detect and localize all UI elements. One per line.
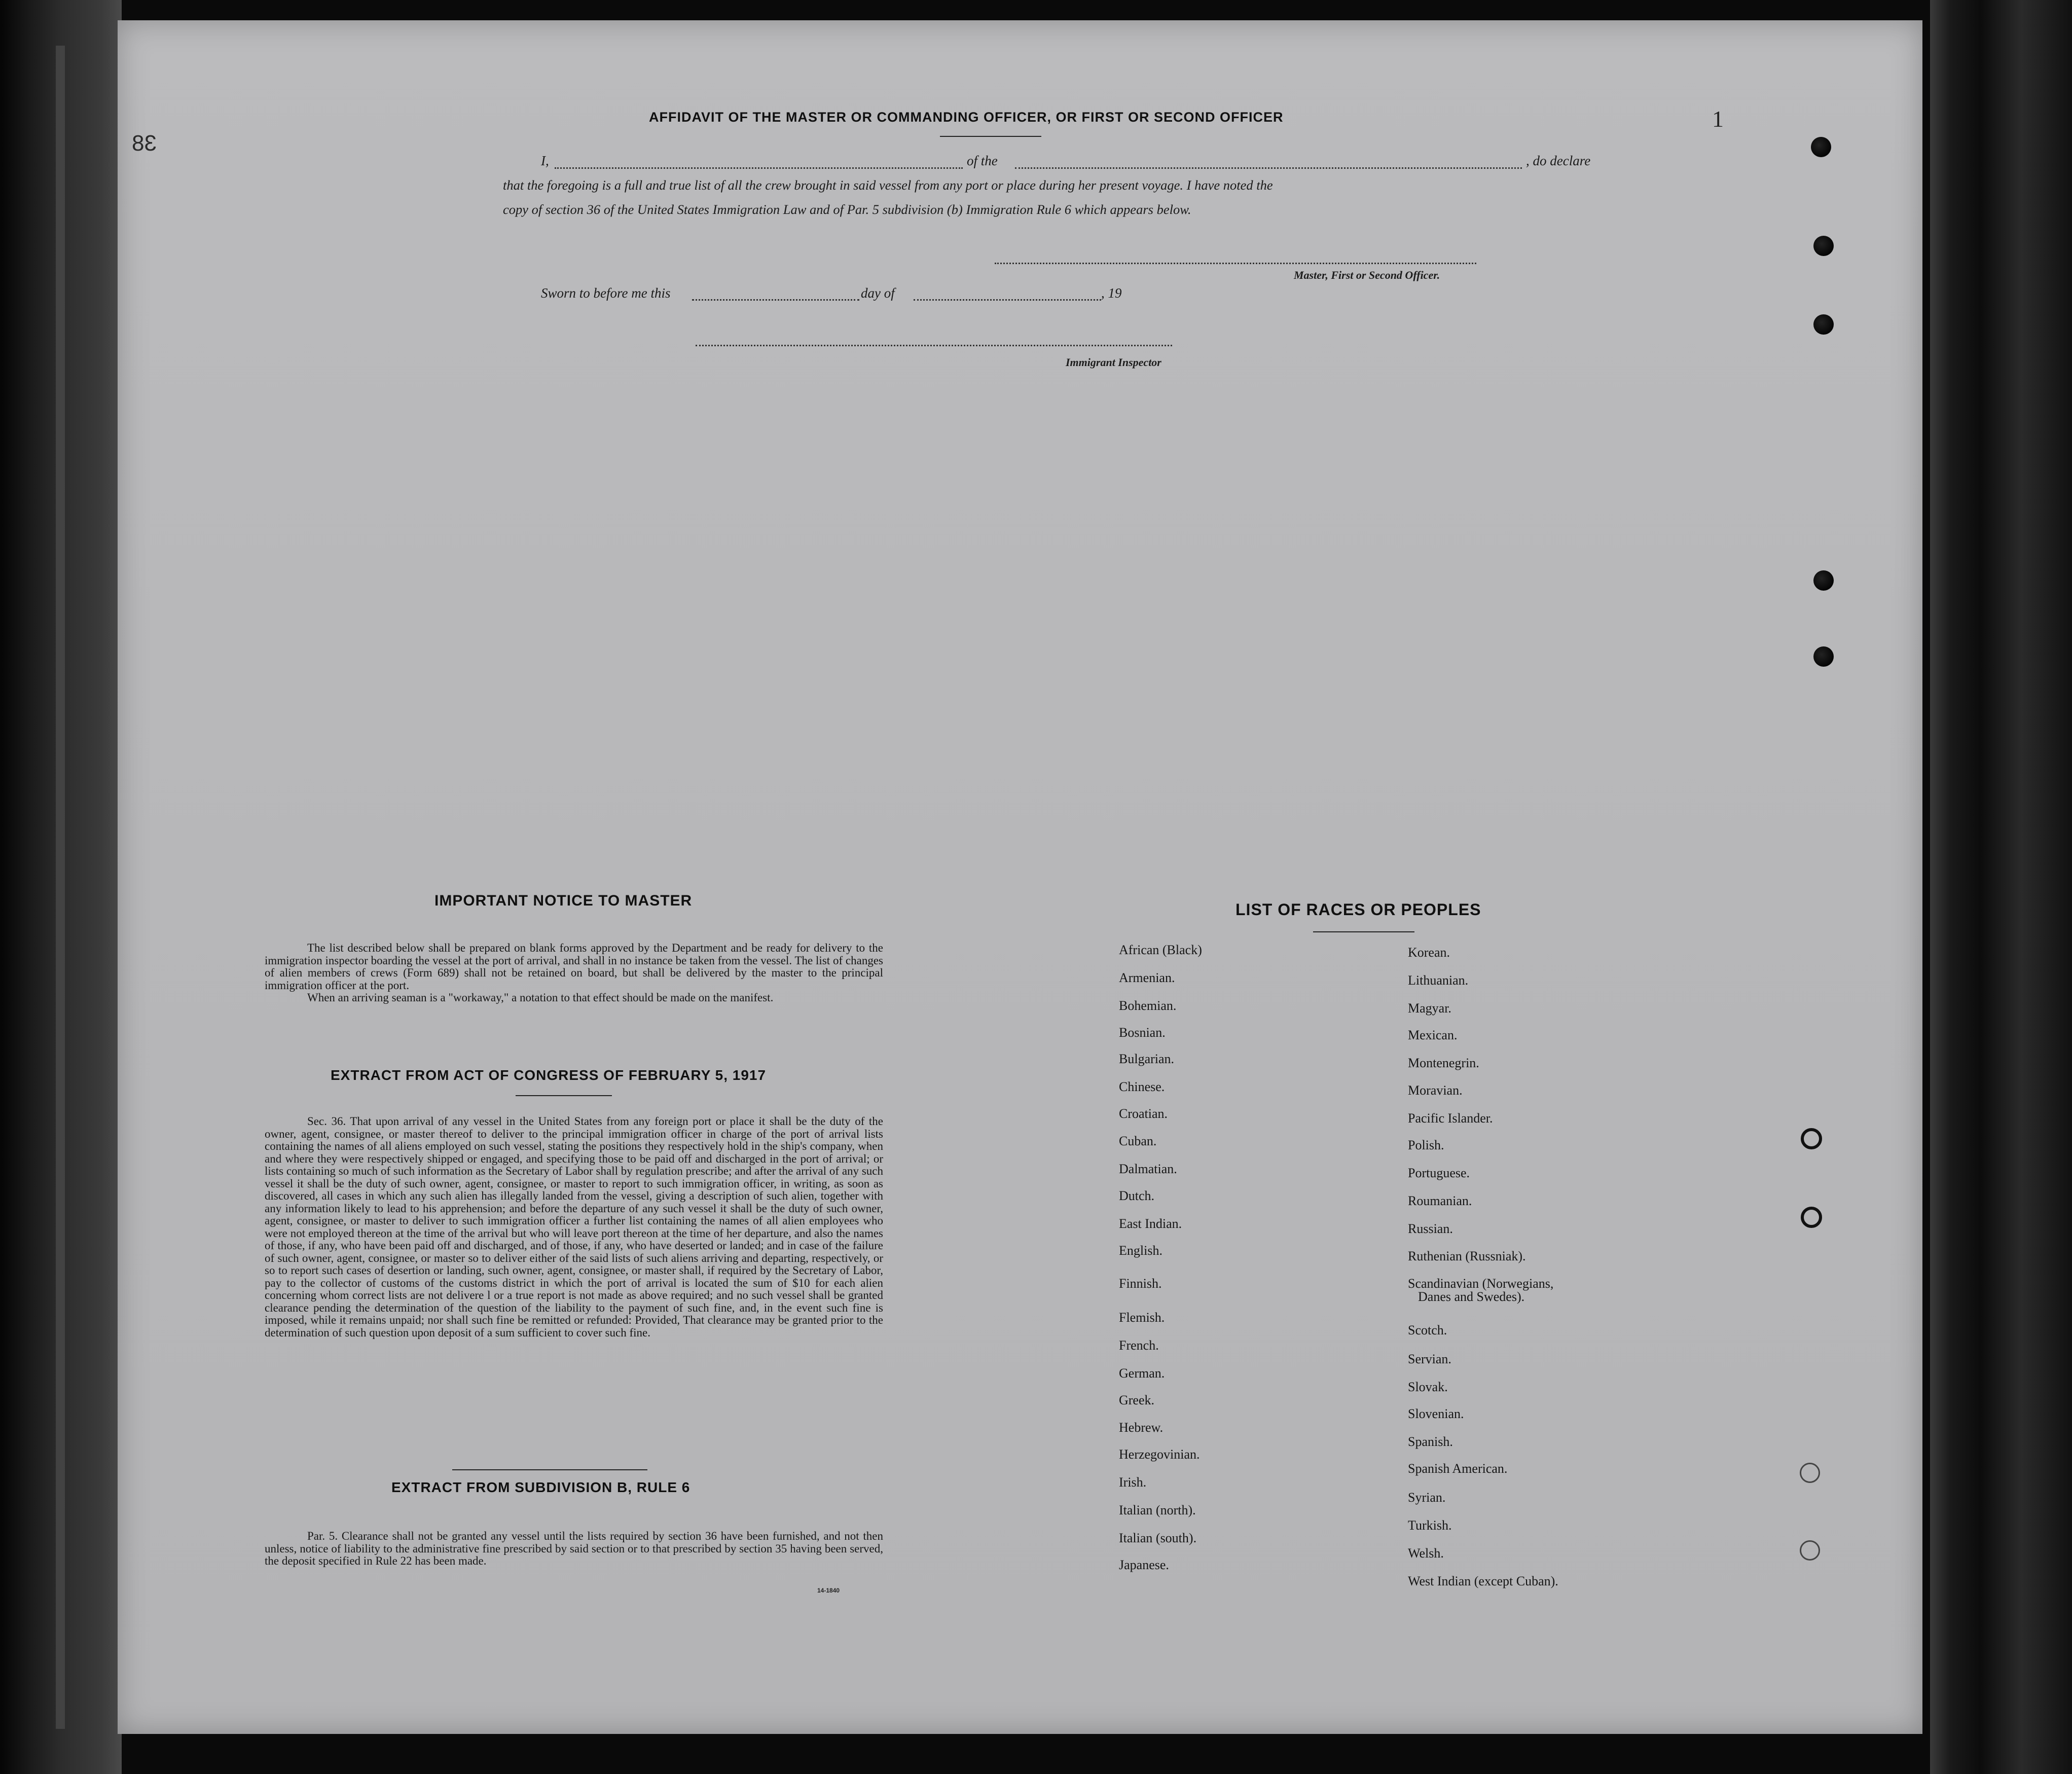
affidavit-title: AFFIDAVIT OF THE MASTER OR COMMANDING OFFICER, OR FIRST OR SECOND OFFICER — [649, 110, 1284, 125]
race-item: Montenegrin. — [1408, 1056, 1479, 1070]
affidavit-of-the: of the — [967, 153, 998, 168]
race-item: Italian (south). — [1119, 1531, 1197, 1545]
race-item: Turkish. — [1408, 1518, 1452, 1533]
race-item: Cuban. — [1119, 1134, 1157, 1148]
race-item: Korean. — [1408, 945, 1450, 960]
manifest-page — [118, 20, 1922, 1734]
form-number: 14-1840 — [817, 1587, 840, 1594]
rule-text — [265, 1530, 883, 1568]
divider — [452, 1469, 647, 1470]
race-item: Chinese. — [1119, 1079, 1165, 1094]
rule-paragraph: Par. 5. Clearance shall not be granted any vessel until the lists required by section 36 have been furnished, and not then unless, notice of liability to the administrative fine prescribed by said section or to that prescribed by section 35 having been served, the deposit specified in Rule 22 has been made. — [265, 1530, 883, 1567]
race-item: Finnish. — [1119, 1276, 1162, 1291]
race-item: Servian. — [1408, 1352, 1451, 1366]
punch-hole-icon — [1800, 1463, 1820, 1483]
divider — [1313, 931, 1414, 932]
punch-hole-icon — [1813, 570, 1834, 591]
race-item: Japanese. — [1119, 1558, 1169, 1572]
act-title: EXTRACT FROM ACT OF CONGRESS OF FEBRUARY 5, 1917 — [331, 1067, 767, 1083]
sworn-day: day of — [861, 285, 895, 301]
race-item: Spanish American. — [1408, 1461, 1508, 1476]
notice-paragraph: When an arriving seaman is a "workaway," a notation to that effect should be made on the manifest. — [307, 991, 774, 1004]
race-item: Slovak. — [1408, 1380, 1448, 1394]
race-item: Danes and Swedes). — [1418, 1289, 1525, 1304]
race-item: Ruthenian (Russniak). — [1408, 1249, 1526, 1263]
race-item: German. — [1119, 1366, 1165, 1381]
race-item: Welsh. — [1408, 1546, 1444, 1561]
race-item: Russian. — [1408, 1221, 1453, 1236]
race-item: Bosnian. — [1119, 1025, 1166, 1040]
inspector-caption: Immigrant Inspector — [1066, 356, 1161, 369]
punch-hole-icon — [1811, 137, 1831, 157]
affidavit-body-line2: copy of section 36 of the United States Immigration Law and of Par. 5 subdivision (b) Immigration Rule 6 which appears below. — [503, 202, 1191, 217]
race-item: Croatian. — [1119, 1106, 1168, 1121]
race-item: Dalmatian. — [1119, 1162, 1177, 1176]
punch-hole-icon — [1801, 1207, 1822, 1228]
race-item: Slovenian. — [1408, 1406, 1464, 1421]
race-item: Roumanian. — [1408, 1193, 1472, 1208]
divider — [940, 136, 1041, 137]
race-item: Dutch. — [1119, 1188, 1155, 1203]
punch-hole-icon — [1813, 236, 1834, 256]
notice-paragraph: The list described below shall be prepared on blank forms approved by the Department and be ready for delivery to the immigration inspector boarding the vessel at the port of arrival, and shall in no instance be taken from the vessel. The list of changes of alien members of crews (Form 689) shall not be retained on board, but shall be delivered by the master to the principal immigration officer at the port. — [265, 942, 883, 992]
race-item: Scotch. — [1408, 1323, 1447, 1337]
punch-hole-icon — [1800, 1540, 1820, 1561]
notice-title: IMPORTANT NOTICE TO MASTER — [434, 892, 693, 909]
race-item: Magyar. — [1408, 1001, 1451, 1016]
affidavit-body-line1: that the foregoing is a full and true list of all the crew brought in said vessel from any port or place during her present voyage. I have noted the — [503, 177, 1273, 193]
act-text — [265, 1115, 883, 1339]
punch-hole-icon — [1801, 1128, 1822, 1149]
page-mark: 1 — [1712, 106, 1724, 132]
race-item: Scandinavian (Norwegians, — [1408, 1276, 1554, 1291]
race-item: Mexican. — [1408, 1028, 1458, 1042]
sworn-prefix: Sworn to before me this — [541, 285, 671, 301]
vessel-blank — [1015, 167, 1522, 169]
divider — [516, 1095, 612, 1096]
punch-hole-icon — [1813, 646, 1834, 667]
margin-mark: 38 — [132, 131, 157, 156]
affidavit-i: I, — [541, 153, 549, 168]
notice-text — [265, 942, 883, 1004]
race-item: Pacific Islander. — [1408, 1111, 1493, 1126]
race-item: Armenian. — [1119, 970, 1175, 985]
master-signature-line — [995, 263, 1476, 264]
race-item: Lithuanian. — [1408, 973, 1469, 988]
race-item: West Indian (except Cuban). — [1408, 1574, 1558, 1588]
race-item: Flemish. — [1119, 1310, 1165, 1325]
race-item: African (Black) — [1119, 943, 1202, 957]
sworn-year: , 19 — [1101, 285, 1122, 301]
act-paragraph: Sec. 36. That upon arrival of any vessel in the United States from any foreign port or place it shall be the duty of the owner, agent, consignee, or master thereof to deliver to the principal immigration officer in charge of the port of arrival lists containing the names of all aliens employed on such vessel, stating the positions they respectively hold in the ship's company, when and where they were respectively shipped or engaged, and specifying those to be paid off and discharged in the port of arrival; or lists containing so much of such information as the Secretary of Labor shall by regulation prescribe; and after the arrival of any such vessel it shall be the duty of such owner, agent, consignee, or master to report to such immigration officer, in writing, as soon as discovered, all cases in which any such alien has illegally landed from the vessel, giving a description of such alien, together with any information likely to lead to his apprehension; and before the departure of any such vessel it shall be the duty of such owner, agent, consignee, or master to deliver to such immigration officer a further list containing the names of all alien employees who were not employed thereon at the time of the arrival but who will leave port thereon at the time of her departure, and also the names of those, if any, who have been paid off and discharged, and of those, if any, who have deserted or landed; and in case of the failure of such owner, agent, consignee, or master so to deliver either of the said lists of such aliens arriving and departing, respectively, or so to report such cases of desertion or landing, such owner, agent, consignee, or master shall, if required by the Secretary of Labor, pay to the collector of customs of the customs district in which the port of arrival is located the sum of $10 for each alien concerning whom correct lists are not delivere l or a true report is not made as above required; and no such vessel shall be granted clearance pending the determination of the question of the liability to the payment of such fine, and, in the event such fine is imposed, while it remains unpaid; nor shall such fine be remitted or refunded: Provided, That clearance may be granted prior to the determination of such question upon deposit of a sum sufficient to cover such fine. — [265, 1115, 883, 1339]
races-title: LIST OF RACES OR PEOPLES — [1235, 900, 1481, 919]
race-item: Portuguese. — [1408, 1166, 1470, 1180]
scan-edge-strip — [56, 46, 65, 1729]
race-item: Bulgarian. — [1119, 1052, 1175, 1066]
sworn-month-blank — [914, 299, 1101, 301]
race-item: Greek. — [1119, 1393, 1155, 1407]
master-caption: Master, First or Second Officer. — [1294, 269, 1440, 281]
race-item: Italian (north). — [1119, 1503, 1196, 1517]
race-item: Bohemian. — [1119, 998, 1177, 1013]
race-item: Syrian. — [1408, 1490, 1446, 1505]
race-item: Hebrew. — [1119, 1420, 1164, 1435]
race-item: Polish. — [1408, 1138, 1444, 1152]
race-item: Irish. — [1119, 1475, 1147, 1490]
rule-title: EXTRACT FROM SUBDIVISION B, RULE 6 — [391, 1479, 690, 1495]
race-item: Herzegovinian. — [1119, 1447, 1200, 1462]
inspector-signature-line — [696, 345, 1172, 346]
race-item: French. — [1119, 1338, 1159, 1353]
punch-hole-icon — [1813, 314, 1834, 335]
affidavit-declare: , do declare — [1526, 153, 1591, 168]
race-item: Moravian. — [1408, 1083, 1463, 1098]
race-item: English. — [1119, 1243, 1162, 1258]
name-blank — [555, 167, 963, 169]
sworn-day-blank — [692, 299, 859, 301]
scan-edge-right — [1930, 0, 2072, 1774]
race-item: Spanish. — [1408, 1434, 1453, 1449]
race-item: East Indian. — [1119, 1216, 1182, 1231]
